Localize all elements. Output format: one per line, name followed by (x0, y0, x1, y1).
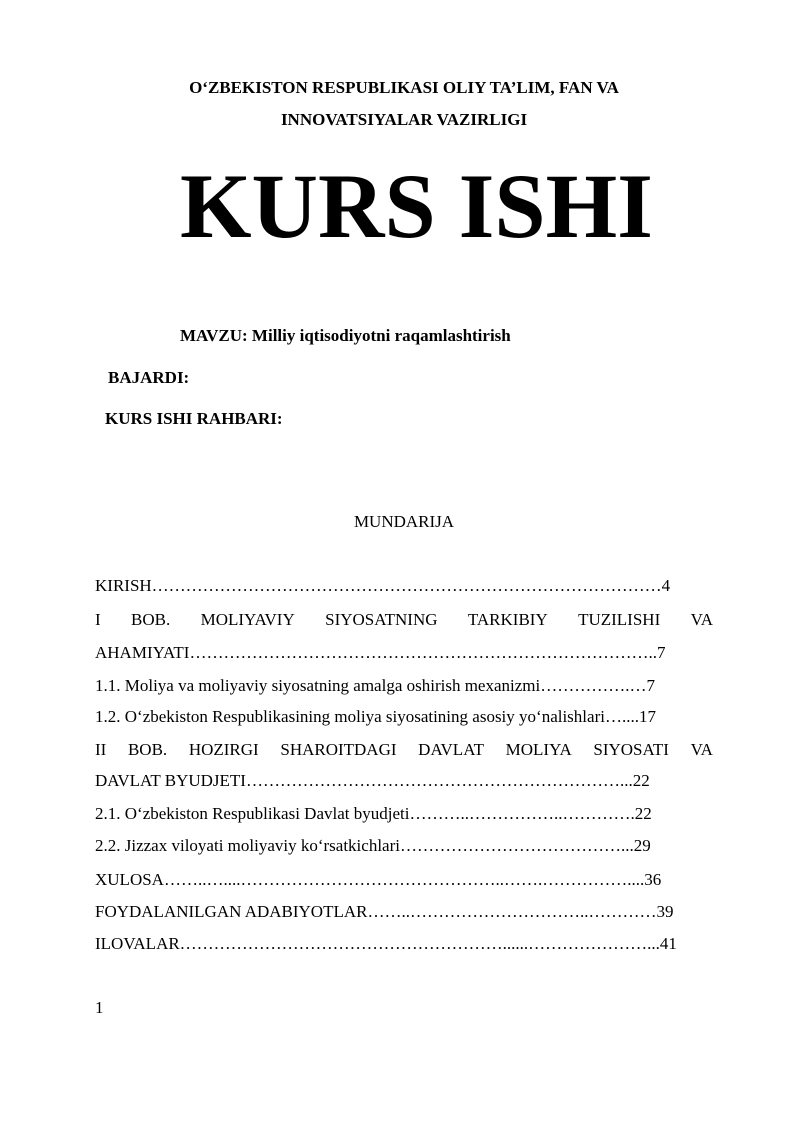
topic-label: MAVZU: Milliy iqtisodiyotni raqamlashtirish (180, 326, 511, 345)
ministry-line-1: O‘ZBEKISTON RESPUBLIKASI OLIY TA’LIM, FAN VA (189, 78, 619, 97)
toc-heading: MUNDARIJA (353, 512, 455, 531)
toc-entry-xulosa: XULOSA……..…....………………………………………..…….……………....36 (95, 870, 662, 889)
toc-word: SHAROITDAGI (280, 740, 397, 759)
toc-entry-chapter1-line2: AHAMIYATI………………………………………………………………………..7 (95, 643, 666, 662)
toc-word: DAVLAT (418, 740, 484, 759)
toc-entry-chapter1-line1 (95, 610, 713, 630)
toc-word: TUZILISHI (578, 610, 661, 629)
toc-entry-1-1: 1.1. Moliya va moliyaviy siyosatning amalga oshirish mexanizmi…………….…7 (95, 676, 655, 695)
toc-word: MOLIYA (505, 740, 572, 759)
ministry-line-2: INNOVATSIYALAR VAZIRLIGI (280, 110, 528, 129)
toc-entry-1-2: 1.2. O‘zbekiston Respublikasining moliya siyosatining asosiy yo‘nalishlari…....17 (95, 707, 656, 726)
toc-word: BOB. (131, 610, 171, 629)
toc-word: TARKIBIY (467, 610, 548, 629)
toc-entry-chapter2-line1 (95, 740, 713, 760)
toc-word: II (95, 740, 107, 759)
toc-word: MOLIYAVIY (200, 610, 295, 629)
page-number: 1 (95, 998, 104, 1017)
toc-entry-2-1: 2.1. O‘zbekiston Respublikasi Davlat byudjeti………..……………..………….22 (95, 804, 652, 823)
toc-word: SIYOSATNING (325, 610, 438, 629)
toc-entry-kirish: KIRISH………………………………………………………………………………4 (95, 576, 671, 595)
performer-label: BAJARDI: (108, 368, 190, 387)
toc-entry-ilovalar: ILOVALAR…………………………………………………......…………………...41 (95, 934, 677, 953)
toc-entry-adabiyotlar: FOYDALANILGAN ADABIYOTLAR……..…………………………..…………39 (95, 902, 674, 921)
toc-word: SIYOSATI (593, 740, 669, 759)
toc-word: I (95, 610, 101, 629)
toc-word: VA (690, 610, 713, 629)
toc-word: VA (690, 740, 713, 759)
toc-word: BOB. (127, 740, 168, 759)
supervisor-label: KURS ISHI RAHBARI: (105, 409, 283, 428)
toc-entry-chapter2-line2: DAVLAT BYUDJETI…………………………………………………………...22 (95, 771, 650, 790)
toc-word: HOZIRGI (188, 740, 259, 759)
toc-entry-2-2: 2.2. Jizzax viloyati moliyaviy ko‘rsatkichlari…………………………………...29 (95, 836, 651, 855)
document-title: KURS ISHI (180, 155, 653, 257)
